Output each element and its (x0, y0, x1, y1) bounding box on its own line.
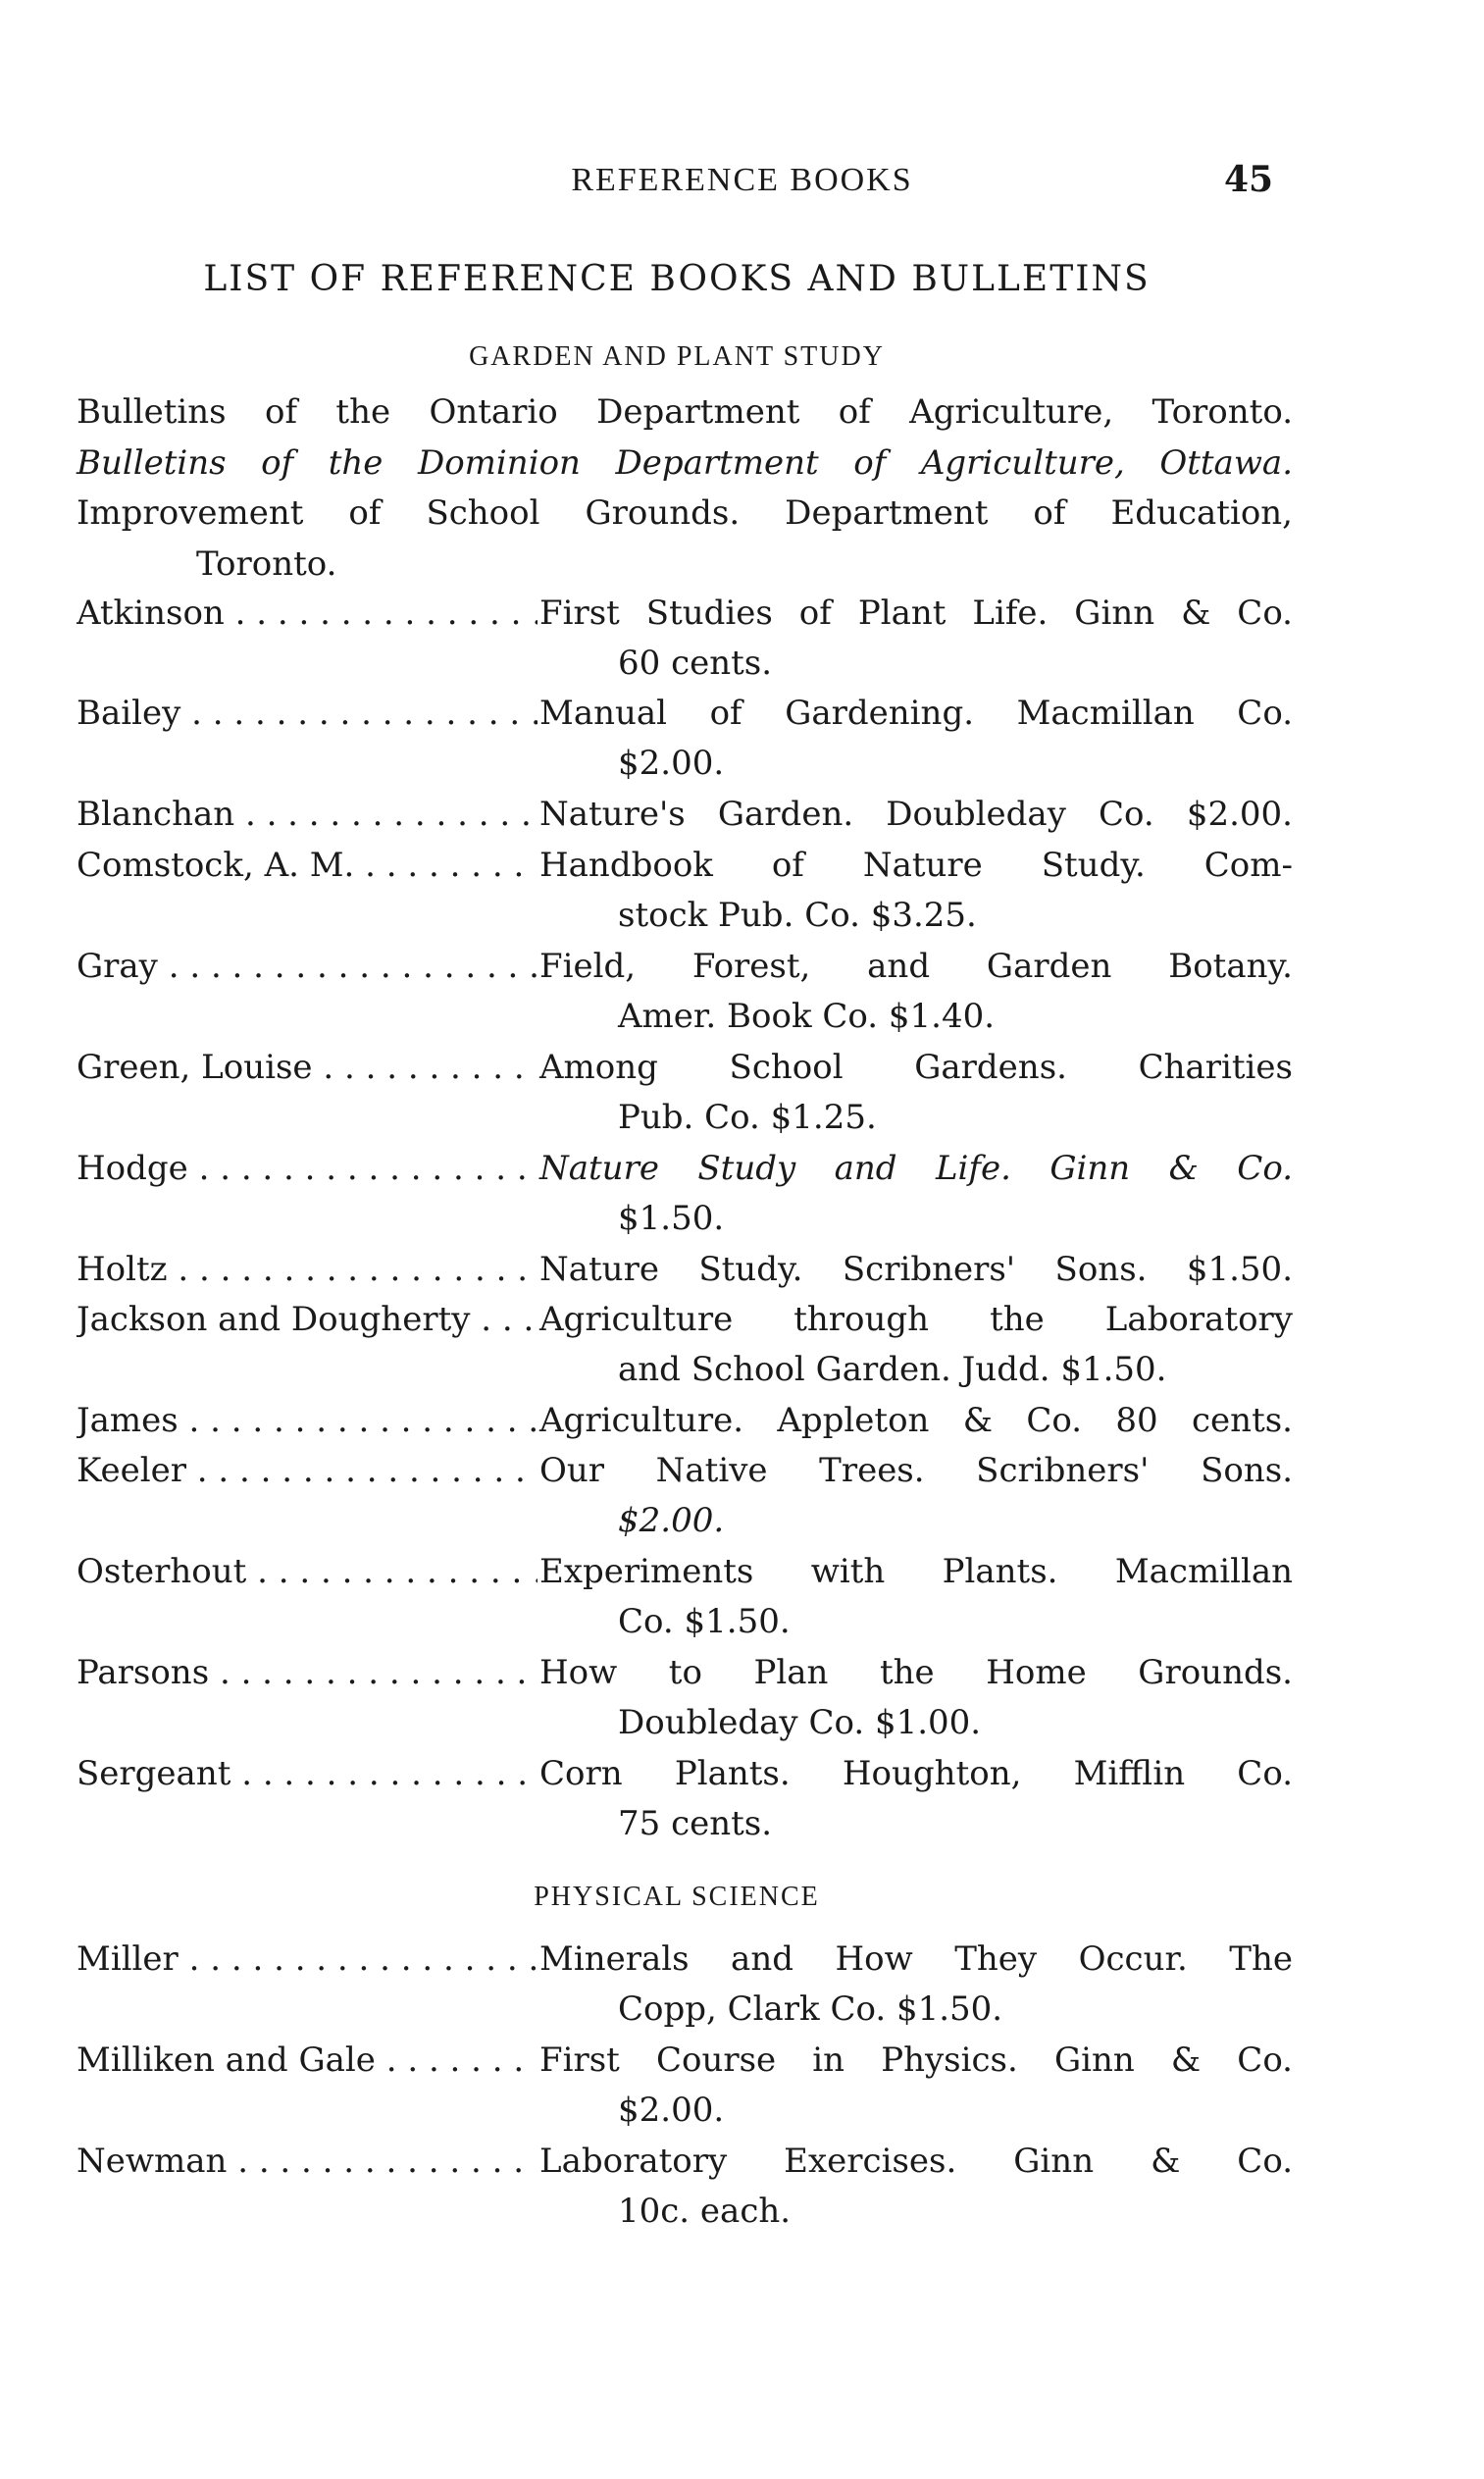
entry-title: Field, Forest, and Garden Botany. (539, 947, 1293, 986)
intro-line: Bulletins of the Dominion Department of Agriculture, Ottawa. (77, 443, 1293, 483)
entry-title: Handbook of Nature Study. Com- (539, 846, 1293, 885)
entry-detail: $2.00. (618, 744, 725, 783)
entry-detail: $2.00. (618, 2091, 725, 2130)
entry-author: James . . . (77, 1401, 537, 1444)
entry-title: Laboratory Exercises. Ginn & Co. (539, 2142, 1293, 2181)
entry-author: Osterhout . . . (77, 1552, 537, 1595)
entry-title: Corn Plants. Houghton, Mifflin Co. (539, 1754, 1293, 1793)
entry-detail: $1.50. (618, 1199, 725, 1238)
entry-author: Sergeant . . . (77, 1754, 537, 1797)
entry-author: Atkinson . . . (77, 594, 537, 637)
intro-line: Bulletins of the Ontario Department of Agriculture, Toronto. (77, 392, 1293, 432)
entry-author: Comstock, A. M. . . . (77, 846, 537, 889)
entry-author: Newman . . . (77, 2142, 537, 2185)
entry-title: Agriculture through the Laboratory (539, 1300, 1293, 1339)
entry-title: Among School Gardens. Charities (539, 1048, 1293, 1087)
page-title: LIST OF REFERENCE BOOKS AND BULLETINS (203, 259, 1151, 299)
entry-title: How to Plan the Home Grounds. (539, 1653, 1293, 1692)
entry-title: Minerals and How They Occur. The (539, 1939, 1293, 1979)
entry-detail: 60 cents. (618, 644, 773, 683)
entry-title: Agriculture. Appleton & Co. 80 cents. (539, 1401, 1293, 1440)
entry-detail: $2.00. (618, 1501, 725, 1540)
running-head: REFERENCE BOOKS (571, 162, 913, 198)
entry-title: Our Native Trees. Scribners' Sons. (539, 1451, 1293, 1490)
entry-author: Gray . . . (77, 947, 537, 990)
entry-author: Green, Louise . . . (77, 1048, 537, 1091)
entry-detail: and School Garden. Judd. $1.50. (618, 1350, 1167, 1389)
entry-detail: Doubleday Co. $1.00. (618, 1703, 982, 1742)
section-heading: GARDEN AND PLANT STUDY (469, 341, 885, 372)
entry-author: Bailey . . . (77, 694, 537, 737)
intro-line: Improvement of School Grounds. Department of Education, (77, 493, 1293, 533)
entry-detail: stock Pub. Co. $3.25. (618, 896, 977, 935)
entry-detail: 75 cents. (618, 1804, 773, 1843)
entry-detail: Amer. Book Co. $1.40. (618, 997, 996, 1036)
entry-author: Milliken and Gale . . . (77, 2040, 537, 2084)
entry-author: Blanchan . . . (77, 795, 537, 838)
entry-title: Nature Study. Scribners' Sons. $1.50. (539, 1250, 1293, 1289)
intro-line: Toronto. (196, 544, 337, 584)
entry-author: Miller . . . (77, 1939, 537, 1983)
entry-author: Hodge . . . (77, 1149, 537, 1192)
entry-title: Experiments with Plants. Macmillan (539, 1552, 1293, 1591)
entry-detail: 10c. each. (618, 2192, 792, 2231)
entry-title: First Course in Physics. Ginn & Co. (539, 2040, 1293, 2080)
section-heading: PHYSICAL SCIENCE (534, 1882, 820, 1912)
entry-title: Nature Study and Life. Ginn & Co. (539, 1149, 1293, 1188)
entry-detail: Pub. Co. $1.25. (618, 1098, 877, 1137)
entry-author: Jackson and Dougherty . . . (77, 1300, 537, 1343)
entry-author: Holtz . . . (77, 1250, 537, 1293)
entry-detail: Co. $1.50. (618, 1602, 791, 1641)
entry-title: First Studies of Plant Life. Ginn & Co. (539, 594, 1293, 633)
page-number: 45 (1224, 159, 1274, 200)
entry-title: Nature's Garden. Doubleday Co. $2.00. (539, 795, 1293, 834)
entry-author: Parsons . . . (77, 1653, 537, 1696)
entry-title: Manual of Gardening. Macmillan Co. (539, 694, 1293, 733)
entry-detail: Copp, Clark Co. $1.50. (618, 1989, 1003, 2029)
entry-author: Keeler . . . (77, 1451, 537, 1494)
